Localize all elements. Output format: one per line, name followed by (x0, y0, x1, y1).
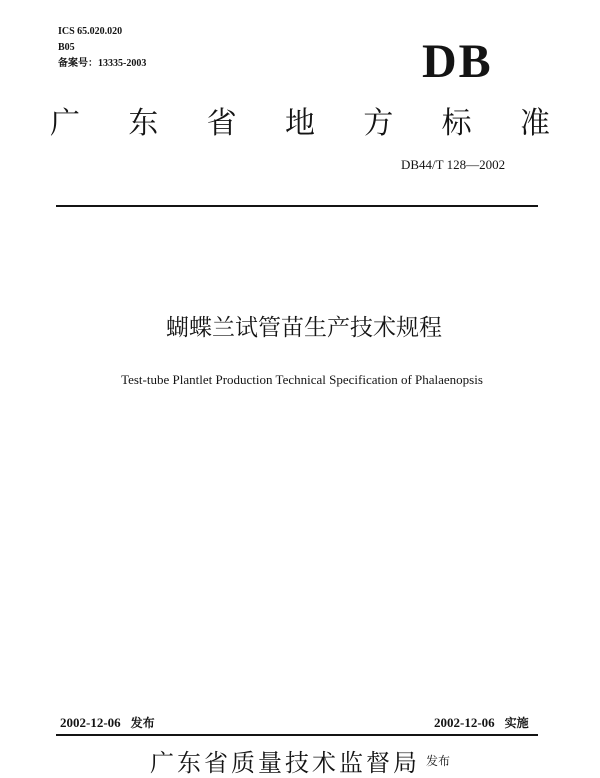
filing-number: 备案号：13335-2003 (58, 58, 147, 69)
db-standard-mark: DB (422, 35, 493, 88)
issue-date-row (60, 714, 155, 732)
issuer-banner-char: 地 (284, 106, 315, 141)
implement-date: 2002-12-06 (434, 715, 495, 730)
bottom-divider (56, 734, 538, 736)
issuer-banner-char: 东 (128, 106, 159, 141)
standard-number: DB44/T 128—2002 (401, 157, 506, 172)
document-title-chinese: 蝴蝶兰试管苗生产技术规程 (166, 315, 442, 341)
issuer-banner-char: 省 (206, 106, 237, 141)
ics-code: ICS 65.020.020 (58, 26, 123, 37)
top-divider (56, 205, 538, 207)
category-code: B05 (58, 42, 75, 53)
issuing-action: 发布 (426, 754, 451, 768)
issuer-banner (50, 104, 550, 144)
issuing-authority: 广东省质量技术监督局 (150, 749, 420, 777)
footer-issuer (150, 748, 450, 778)
classification-block (58, 24, 146, 72)
document-title-english: Test-tube Plantlet Production Technical Specification of Phalaenopsis (121, 372, 483, 387)
issuer-banner-char: 方 (363, 106, 394, 141)
issuer-banner-char: 准 (519, 106, 550, 141)
implement-date-row (434, 714, 529, 732)
issue-label: 发布 (130, 716, 155, 730)
implement-label: 实施 (504, 716, 529, 730)
issuer-banner-char: 标 (441, 106, 472, 141)
issue-date: 2002-12-06 (60, 715, 121, 730)
issuer-banner-char: 广 (50, 106, 80, 141)
